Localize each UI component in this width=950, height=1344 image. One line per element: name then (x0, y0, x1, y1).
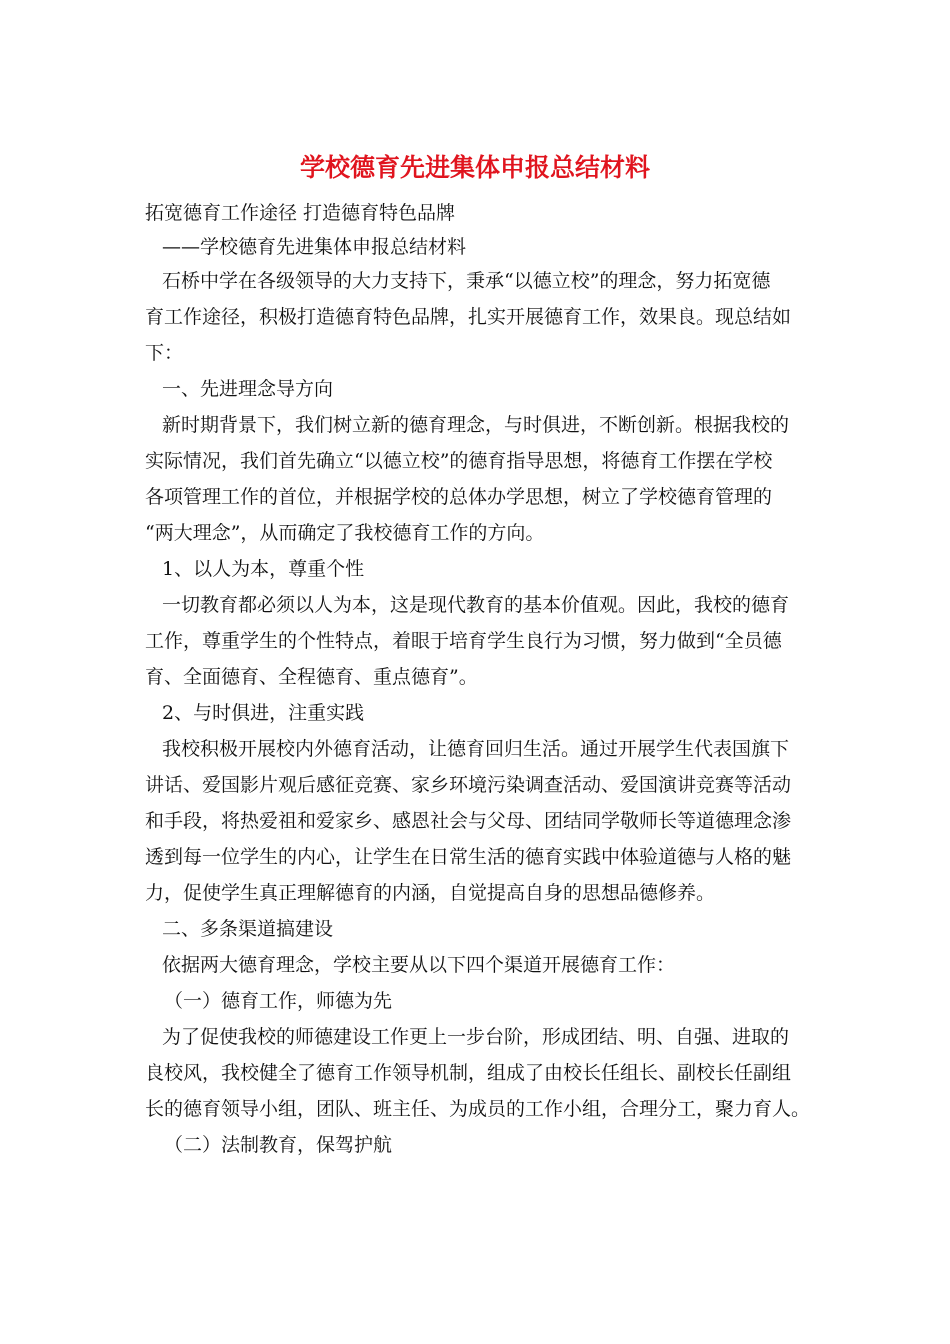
paragraph-line: 石桥中学在各级领导的大力支持下，秉承“以德立校”的理念，努力拓宽德 (162, 270, 771, 292)
document-subheading: ——学校德育先进集体申报总结材料 (162, 236, 467, 258)
paragraph-line: 长的德育领导小组，团队、班主任、为成员的工作小组，合理分工，聚力育人。 (145, 1098, 811, 1120)
paragraph-line: 依据两大德育理念，学校主要从以下四个渠道开展德育工作： (162, 954, 676, 976)
paragraph-line: 工作，尊重学生的个性特点，着眼于培育学生良行为习惯，努力做到“全员德 (145, 630, 782, 652)
subsection-heading: （二）法制教育，保驾护航 (164, 1134, 393, 1156)
paragraph-line: 我校积极开展校内外德育活动，让德育回归生活。通过开展学生代表国旗下 (162, 738, 790, 760)
paragraph-line: 力，促使学生真正理解德育的内涵，自觉提高自身的思想品德修养。 (145, 882, 716, 904)
section-heading: 一、先进理念导方向 (162, 378, 334, 400)
paragraph-line: 一切教育都必须以人为本，这是现代教育的基本价值观。因此，我校的德育 (162, 594, 790, 616)
subsection-heading: （一）德育工作，师德为先 (164, 990, 393, 1012)
paragraph-line: 为了促使我校的师德建设工作更上一步台阶，形成团结、明、自强、进取的 (162, 1026, 790, 1048)
paragraph-line: “两大理念”，从而确定了我校德育工作的方向。 (145, 522, 545, 544)
subsection-heading: 1、以人为本，尊重个性 (162, 558, 365, 580)
paragraph-line: 讲话、爱国影片观后感征竞赛、家乡环境污染调查活动、爱国演讲竞赛等活动 (145, 774, 792, 796)
paragraph-line: 新时期背景下，我们树立新的德育理念，与时俱进，不断创新。根据我校的 (162, 414, 790, 436)
document-title: 学校德育先进集体申报总结材料 (299, 153, 650, 182)
document-heading: 拓宽德育工作途径 打造德育特色品牌 (145, 202, 456, 224)
paragraph-line: 和手段，将热爱祖和爱家乡、感恩社会与父母、团结同学敬师长等道德理念渗 (145, 810, 792, 832)
paragraph-line: 良校风，我校健全了德育工作领导机制，组成了由校长任组长、副校长任副组 (145, 1062, 792, 1084)
paragraph-line: 实际情况，我们首先确立“以德立校”的德育指导思想，将德育工作摆在学校 (145, 450, 773, 472)
paragraph-line: 透到每一位学生的内心，让学生在日常生活的德育实践中体验道德与人格的魅 (145, 846, 792, 868)
section-heading: 二、多条渠道搞建设 (162, 918, 334, 940)
paragraph-line: 各项管理工作的首位，并根据学校的总体办学思想，树立了学校德育管理的 (145, 486, 773, 508)
paragraph-line: 育、全面德育、全程德育、重点德育”。 (145, 666, 478, 688)
subsection-heading: 2、与时俱进，注重实践 (162, 702, 365, 724)
paragraph-line: 下： (145, 342, 184, 364)
paragraph-line: 育工作途径，积极打造德育特色品牌，扎实开展德育工作，效果良。现总结如 (145, 306, 792, 328)
